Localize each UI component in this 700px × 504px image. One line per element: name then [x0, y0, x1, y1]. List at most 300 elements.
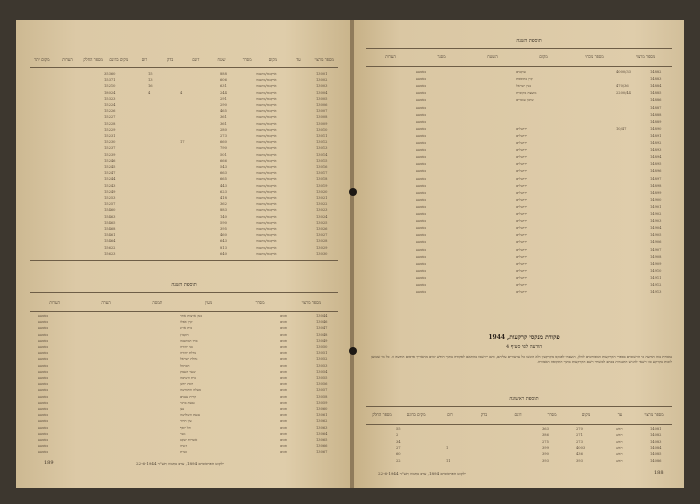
table-row — [30, 146, 338, 152]
table-cell: 15257 — [104, 202, 116, 207]
table-cell: סכום — [280, 382, 287, 387]
table-cell: 13003 — [316, 84, 328, 89]
table-row — [30, 134, 338, 140]
table-row — [366, 77, 672, 83]
table-cell: באמצע — [416, 70, 426, 74]
table-row — [366, 269, 672, 275]
table-row — [366, 162, 672, 168]
table-row — [366, 233, 672, 239]
table-cell: 13 — [148, 78, 153, 83]
table-row — [30, 177, 338, 183]
table-cell: ארקנסו/מושבה — [256, 239, 277, 244]
table2-header-col-1: עד — [617, 412, 623, 417]
table-cell: סכום — [280, 413, 287, 418]
table-cell: 15243 — [104, 183, 116, 188]
table-cell: הכרמל — [180, 363, 190, 368]
table-cell: באמצע — [416, 141, 426, 145]
table-cell: באמצע — [416, 219, 426, 224]
table-cell: ירושלים — [516, 126, 528, 131]
table-cell: ראש — [616, 452, 623, 457]
table-cell: ירושלים — [516, 254, 528, 259]
table-cell: באמצע — [416, 254, 426, 259]
table-cell: באמצע — [38, 376, 48, 380]
left-lower-header-col-5: הערות — [49, 300, 60, 305]
table-cell: ארקנסו/מושבה — [256, 152, 277, 157]
table-row — [366, 248, 672, 254]
table-cell: 660 — [220, 140, 227, 145]
right-upper-table — [366, 70, 672, 302]
table-cell: 443 — [220, 183, 227, 188]
table-cell: ירושלים — [516, 247, 528, 252]
table-cell: 14892 — [650, 141, 662, 145]
table-row — [366, 177, 672, 183]
table-cell: קרן אפלו — [180, 320, 193, 325]
right-subheading: הודעה לפי סעיף 4 — [505, 344, 543, 350]
table-cell: 13023 — [316, 208, 328, 213]
table-row — [30, 333, 338, 339]
table-row — [366, 120, 672, 126]
table-cell: 10/47 — [616, 126, 627, 131]
table-row — [30, 153, 338, 159]
table-row — [366, 240, 672, 246]
table-cell: סכום — [280, 425, 287, 430]
left-header-col-10: הערות — [62, 57, 73, 62]
table-cell: 15237 — [104, 146, 116, 151]
table-row — [366, 452, 672, 458]
table-cell: 15461 — [104, 233, 116, 238]
table-cell: ירושלים — [516, 169, 528, 174]
table-row — [30, 84, 338, 90]
table-cell: ארקנסו/מושבה — [256, 171, 277, 176]
table-cell: ארקנסו/מושבה — [256, 214, 277, 219]
table-cell: 14889 — [650, 119, 662, 124]
table-cell: באמצע — [38, 413, 48, 418]
table-cell: 13049 — [316, 338, 328, 343]
table-cell: 273 — [220, 134, 227, 138]
table-cell: 13020 — [316, 189, 328, 194]
table-cell: 13053 — [316, 363, 328, 368]
table-cell: 14888 — [650, 112, 662, 117]
table-row — [30, 364, 338, 370]
table-cell: נען — [180, 407, 185, 411]
table-row — [30, 314, 338, 320]
table-row — [366, 255, 672, 261]
binding-hole-top — [349, 188, 357, 196]
table-row — [30, 382, 338, 388]
table-cell: ארקנסו/מושבה — [256, 72, 277, 76]
table-cell: ארקנסו/מושבה — [256, 189, 277, 194]
table-cell: 501 — [220, 152, 227, 157]
table-cell: 13015 — [316, 158, 328, 163]
table-cell: ארקנסו/מושבה — [256, 208, 277, 213]
table-cell: 13058 — [316, 394, 328, 399]
table-cell: ירושלים — [516, 240, 528, 245]
right-header-col-3: השטח — [487, 54, 498, 59]
table-cell: 13067 — [316, 450, 328, 455]
table-cell: ירושלים — [516, 226, 528, 231]
table-cell: ארקנסו/מושבה — [256, 96, 277, 101]
table-row — [366, 205, 672, 211]
table-cell: 15231 — [104, 134, 116, 138]
table-cell: 275 — [542, 439, 549, 444]
table-cell: באמצע — [38, 369, 48, 374]
table-cell: 13018 — [316, 177, 328, 182]
table-cell: 14907 — [650, 247, 662, 252]
right-header-col-2: מקום — [539, 54, 548, 59]
table-cell: באמצע — [38, 419, 48, 424]
right-heading: פקודת מנקסי קרקעות, 1944 — [488, 334, 560, 341]
table-cell: 14890 — [650, 126, 662, 131]
table-cell: באמצע — [416, 98, 426, 103]
table-cell: באמצע — [416, 261, 426, 266]
table-cell: ארקנסו/מושבה — [256, 109, 277, 114]
left-section-title: תוספת השנה — [171, 282, 197, 288]
table-cell: באמצע — [38, 431, 48, 436]
left-upper-table — [30, 72, 338, 262]
table2-header-col-7: מקים בדונם — [406, 412, 426, 417]
table-cell: ארקנסו/מושבה — [256, 78, 277, 83]
table-cell: 13055 — [316, 376, 328, 380]
table-cell: 14906 — [650, 240, 662, 245]
table-row — [30, 376, 338, 382]
table-cell: ארקנסו/מושבה — [256, 202, 277, 207]
right-page — [354, 20, 684, 488]
table-cell: 13063 — [316, 425, 328, 430]
table-cell: 13059 — [316, 400, 328, 405]
table-cell: 13006 — [316, 103, 328, 107]
table-cell: ארקנסו/מושבה — [256, 158, 277, 163]
table-row — [30, 128, 338, 134]
table-cell: מעלה החמישה — [180, 388, 201, 393]
table-cell: באמצע — [38, 382, 48, 387]
table-cell: נחלת יהודה — [180, 351, 197, 356]
table-cell: באמצע — [38, 345, 48, 349]
table-row — [30, 140, 338, 146]
table-cell: ארקנסו/מושבה — [256, 245, 277, 250]
left-page — [16, 20, 352, 488]
table-row — [366, 134, 672, 140]
table-cell: 14883 — [650, 77, 662, 82]
table-cell: 790 — [220, 146, 227, 151]
table-cell: 13012 — [316, 140, 328, 145]
table-cell: 13022 — [316, 202, 328, 207]
table-cell: 15253 — [104, 196, 116, 200]
table-cell: 2200/44 — [616, 91, 631, 96]
table-cell: 13047 — [316, 326, 328, 331]
table2-header-col-5: בדק — [480, 412, 488, 417]
table-row — [366, 290, 672, 296]
table-cell: 395 — [220, 227, 227, 231]
table-cell: 13005 — [316, 96, 328, 101]
left-header-col-1: עד — [296, 57, 301, 62]
table-cell: באמצע — [416, 240, 426, 245]
table-cell: באמצע — [38, 338, 48, 343]
right-header-rule — [366, 66, 672, 67]
table-cell: 590 — [220, 220, 227, 225]
table-cell: 888 — [220, 72, 227, 76]
table-cell: 2 — [396, 433, 399, 438]
table-row — [366, 141, 672, 147]
table-cell: 13008 — [316, 115, 328, 120]
table-cell: ירושלים — [516, 275, 528, 280]
table-cell: סכום — [280, 351, 287, 356]
table-cell: באמצע — [416, 162, 426, 167]
table-row — [30, 413, 338, 419]
table-cell: ירושלים — [516, 176, 528, 181]
table-cell: באמצע — [38, 357, 48, 362]
table-rule — [30, 260, 338, 261]
table-cell: קרית ענבים — [180, 394, 197, 399]
table-cell: ראש — [616, 433, 623, 438]
table-row — [366, 84, 672, 90]
table-cell: 15371 — [104, 78, 116, 83]
table2-header-col-3: מסדר — [547, 412, 557, 417]
table-row — [30, 345, 338, 351]
table-cell: 14886 — [650, 98, 662, 103]
table-cell: 15464 — [104, 239, 116, 244]
left-header-col-9: מספר החלק — [83, 57, 103, 62]
table-row — [30, 432, 338, 438]
header-rule — [30, 67, 338, 68]
table-cell: 280 — [220, 127, 227, 132]
table-cell: 18024 — [104, 90, 116, 95]
table-cell: ירושלים — [516, 219, 528, 224]
table-cell: סכום — [280, 431, 287, 436]
lower-header-rule — [30, 311, 338, 312]
table-cell: 13025 — [316, 220, 328, 225]
book-spread — [16, 20, 684, 488]
table-cell: 643 — [220, 239, 227, 244]
table-row — [30, 246, 338, 252]
table-row — [30, 388, 338, 394]
section-rule — [30, 292, 338, 293]
table-cell: 14904 — [650, 226, 662, 231]
table-cell: 13060 — [316, 407, 328, 411]
table-cell: 14896 — [650, 169, 662, 174]
table-cell: ארקנסו/מושבה — [256, 84, 277, 89]
table-cell: ירושלים — [516, 162, 528, 167]
table-cell: באמצע — [38, 332, 48, 337]
table-cell: 290 — [220, 103, 227, 107]
table2-header-col-2: מקום — [581, 412, 591, 417]
table-cell: סכום — [280, 407, 287, 411]
table-cell: 4 — [180, 90, 183, 95]
table-cell: ארקנסו/מושבה — [256, 227, 277, 231]
table-cell: סכום — [280, 388, 287, 393]
table-cell: באמצע — [416, 247, 426, 252]
left-lower-table — [30, 314, 338, 462]
table-cell: 363 — [542, 427, 549, 431]
table-cell: 14884 — [650, 84, 662, 89]
table-cell: 14911 — [650, 275, 662, 280]
table-cell: 13010 — [316, 127, 328, 132]
table-cell: 13050 — [316, 345, 328, 349]
table-cell: עין חרוד — [180, 419, 192, 424]
table2-header-col-6: רום — [447, 412, 453, 417]
table-cell: 14899 — [650, 190, 662, 195]
table-row — [366, 459, 672, 465]
table-cell: 386 — [542, 433, 549, 438]
left-lower-header-col-3: תמסה — [152, 300, 163, 305]
table-cell: 15465 — [104, 220, 116, 225]
table-cell: ארקנסו/מושבה — [256, 196, 277, 200]
table-cell: 15229 — [104, 127, 116, 132]
table-cell: בני יהודה — [180, 345, 193, 349]
table-cell: באמצע — [38, 351, 48, 356]
table-cell: הקבוץ — [180, 332, 189, 337]
table-row — [30, 419, 338, 425]
table-row — [30, 165, 338, 171]
table-row — [366, 191, 672, 197]
table-cell: 13001 — [316, 72, 328, 76]
table-cell: באמצע — [416, 290, 426, 295]
table-cell: 465 — [220, 109, 227, 114]
table-cell: 4000/33 — [616, 70, 631, 74]
table-cell: באמצע — [38, 444, 48, 449]
table-cell: סכום — [280, 320, 287, 325]
table-cell: ירושלים — [516, 148, 528, 153]
table-cell: 13026 — [316, 227, 328, 231]
table-cell: סכום — [280, 400, 287, 405]
right-top-rule — [366, 48, 672, 49]
table-cell: ירושלים — [516, 212, 528, 216]
table-cell: קרן בתוספת — [516, 77, 533, 82]
table-row — [366, 169, 672, 175]
table-row — [30, 122, 338, 128]
table-cell: באמצע — [416, 176, 426, 181]
table-cell: 14909 — [650, 261, 662, 266]
table-cell: ארקנסו/מושבה — [256, 115, 277, 120]
table-cell: סכום — [280, 314, 287, 318]
table-row — [30, 320, 338, 326]
table-row — [366, 262, 672, 268]
table-cell: 13014 — [316, 152, 328, 157]
table-cell: ראש — [616, 427, 623, 431]
table-cell: 13054 — [316, 369, 328, 374]
table-cell: 631 — [220, 84, 227, 89]
table-row — [30, 202, 338, 208]
table-cell: 13004 — [316, 90, 328, 95]
table-cell: 13066 — [316, 444, 328, 449]
left-header-col-11: מקום יתר — [34, 57, 50, 62]
table-cell: באמצע — [38, 425, 48, 430]
table-cell: ירושלים — [516, 204, 528, 209]
table-cell: 244 — [220, 90, 227, 95]
table-cell: 15227 — [104, 115, 116, 120]
table-row — [30, 109, 338, 115]
table-row — [30, 252, 338, 258]
table-row — [366, 155, 672, 161]
left-header-col-8: מקים בדונם — [109, 57, 129, 62]
table-cell: 14905 — [650, 233, 662, 238]
table-cell: באמצע — [416, 204, 426, 209]
table-cell: 13021 — [316, 196, 328, 200]
table-cell: ארקנסו/מושבה — [256, 140, 277, 145]
table-row — [30, 196, 338, 202]
table-cell: ארקנסו/מושבה — [256, 233, 277, 238]
table-cell: באמצע — [416, 233, 426, 238]
table-cell: 399 — [542, 445, 549, 450]
table-cell: 4003 — [576, 445, 586, 450]
table-cell: סכום — [280, 363, 287, 368]
table-cell: 13007 — [316, 109, 328, 114]
table-cell: 13002 — [316, 78, 328, 83]
table-cell: ארקנסו/מושבה — [256, 177, 277, 182]
table-cell: 361 — [220, 121, 227, 126]
table-cell: 14910 — [650, 268, 662, 273]
table-cell: סכום — [280, 419, 287, 424]
table-cell: 14083 — [650, 439, 662, 444]
left-lower-header-col-0: מספר מרצוי — [301, 300, 321, 305]
table-row — [366, 70, 672, 76]
table-cell: 470/36 — [616, 84, 629, 89]
table-cell: ירושלים — [516, 233, 528, 238]
table-cell: ירושלים — [516, 268, 528, 273]
table-cell: 15239 — [104, 152, 116, 157]
left-header-col-5: דונם — [192, 57, 200, 62]
table-cell: ירושלים — [516, 290, 528, 295]
table-cell: באמצע — [38, 320, 48, 325]
table-cell: 15226 — [104, 109, 116, 114]
table-cell: 14913 — [650, 290, 662, 295]
table-row — [30, 208, 338, 214]
table-row — [30, 227, 338, 233]
table-row — [366, 106, 672, 112]
table-cell: עוקבים — [516, 70, 526, 74]
left-header-col-7: רום — [141, 57, 148, 62]
table-cell: 13030 — [316, 251, 328, 256]
table-cell: 11 — [446, 458, 451, 463]
table-cell: באמצע — [38, 450, 48, 455]
right-page-number: 188 — [654, 470, 664, 476]
table-row — [30, 351, 338, 357]
table-cell: 15210 — [104, 84, 116, 89]
table-cell: ארקנסו/מושבה — [256, 90, 277, 95]
table-row — [366, 212, 672, 218]
table-row — [30, 450, 338, 456]
table-cell: 1 — [446, 445, 449, 450]
table-cell: בית השיטה — [180, 376, 196, 380]
table-cell: 393 — [542, 458, 549, 463]
table-row — [366, 184, 672, 190]
table-cell: 13024 — [316, 214, 328, 219]
table-cell: ארקנסו/מושבה — [256, 165, 277, 169]
table-cell: 13029 — [316, 245, 328, 250]
table-cell: באמצע — [38, 314, 48, 318]
table-row — [366, 440, 672, 446]
table-cell: שיכון עובדים — [516, 98, 534, 103]
table-row — [30, 215, 338, 221]
table-row — [366, 427, 672, 433]
table-cell: 14085 — [650, 452, 662, 457]
table-cell: 27 — [396, 445, 401, 450]
table-cell: 14902 — [650, 212, 662, 216]
table-cell: ירושלים — [516, 133, 528, 138]
table-cell: 436 — [576, 452, 583, 457]
table-cell: 13013 — [316, 146, 328, 151]
left-header-col-3: מסדר — [242, 57, 252, 62]
table-cell: באמצע — [416, 148, 426, 153]
table-cell: 15247 — [104, 171, 116, 176]
left-lower-header-col-2: מעין — [205, 300, 213, 305]
table-cell: 390 — [542, 452, 549, 457]
table-row — [30, 407, 338, 413]
left-header-col-2: מקום — [268, 57, 278, 62]
table-row — [30, 339, 338, 345]
table-cell: ארקנסו/מושבה — [256, 220, 277, 225]
table-cell: 14912 — [650, 283, 662, 287]
table-row — [366, 226, 672, 232]
